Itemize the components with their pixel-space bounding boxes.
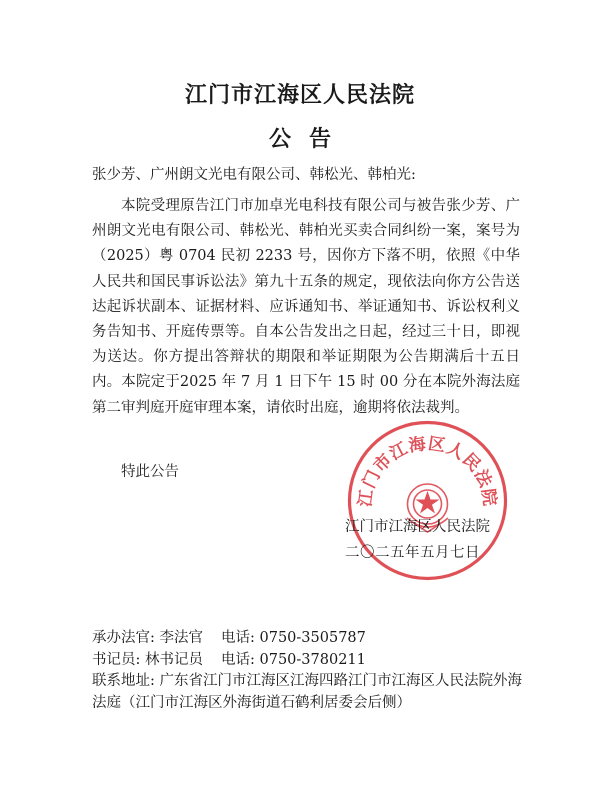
address-label: 联系地址: bbox=[92, 673, 155, 689]
clerk-phone: 0750-3780211 bbox=[259, 651, 366, 668]
closing-phrase: 特此公告 bbox=[121, 464, 179, 480]
signature-court: 江门市江海区人民法院 bbox=[345, 519, 490, 535]
clerk-name: 林书记员 bbox=[145, 651, 203, 668]
svg-text:江门市江海区人民法院: 江门市江海区人民法院 bbox=[355, 433, 500, 509]
judge-label: 承办法官: bbox=[92, 630, 155, 646]
notice-title: 公告 bbox=[268, 126, 349, 152]
judge-phone: 0750-3505787 bbox=[259, 630, 366, 646]
court-name-heading: 江门市江海区人民法院 bbox=[184, 82, 415, 108]
signature-date: 二〇二五年五月七日 bbox=[345, 545, 480, 561]
clerk-phone-label: 电话: bbox=[221, 651, 255, 668]
contact-info bbox=[92, 628, 532, 714]
addressee-line: 张少芳、广州朗文光电有限公司、韩松光、韩柏光: bbox=[92, 167, 416, 183]
notice-body: 本院受理原告江门市加卓光电科技有限公司与被告张少芳、广州朗文光电有限公司、韩松光、韩柏光买卖合同纠纷一案，案号为（2025）粤 0704 民初 2233 号，因你方下落不明，依照《中华人民共和国民事诉讼法》第九十五条的规定，现依法向你方公告送达起诉状副本、证据材料、应诉通知书、举证通知书、诉讼权利义务告知书、开庭传票等。自本公告发出之日起，经过三十日，即视为送达。你方提出答辩状的期限和举证期限为公告期满后十五日内。本院定于2025 年 7 月 1 日下午 15 时 00 分在本院外海法庭第二审判庭开庭审理本案，请依时出庭，逾期将依法裁判。 bbox=[92, 198, 520, 416]
clerk-contact-row bbox=[92, 650, 532, 672]
judge-phone-label: 电话: bbox=[221, 630, 255, 646]
clerk-label: 书记员: bbox=[92, 651, 141, 668]
address-text: 广东省江门市江海区江海四路江门市江海区人民法院外海法庭（江门市江海区外海街道石鹤利居委会后侧） bbox=[92, 673, 522, 711]
address-row bbox=[92, 671, 532, 714]
judge-name: 李法官 bbox=[159, 630, 203, 646]
judge-contact-row bbox=[92, 628, 532, 650]
